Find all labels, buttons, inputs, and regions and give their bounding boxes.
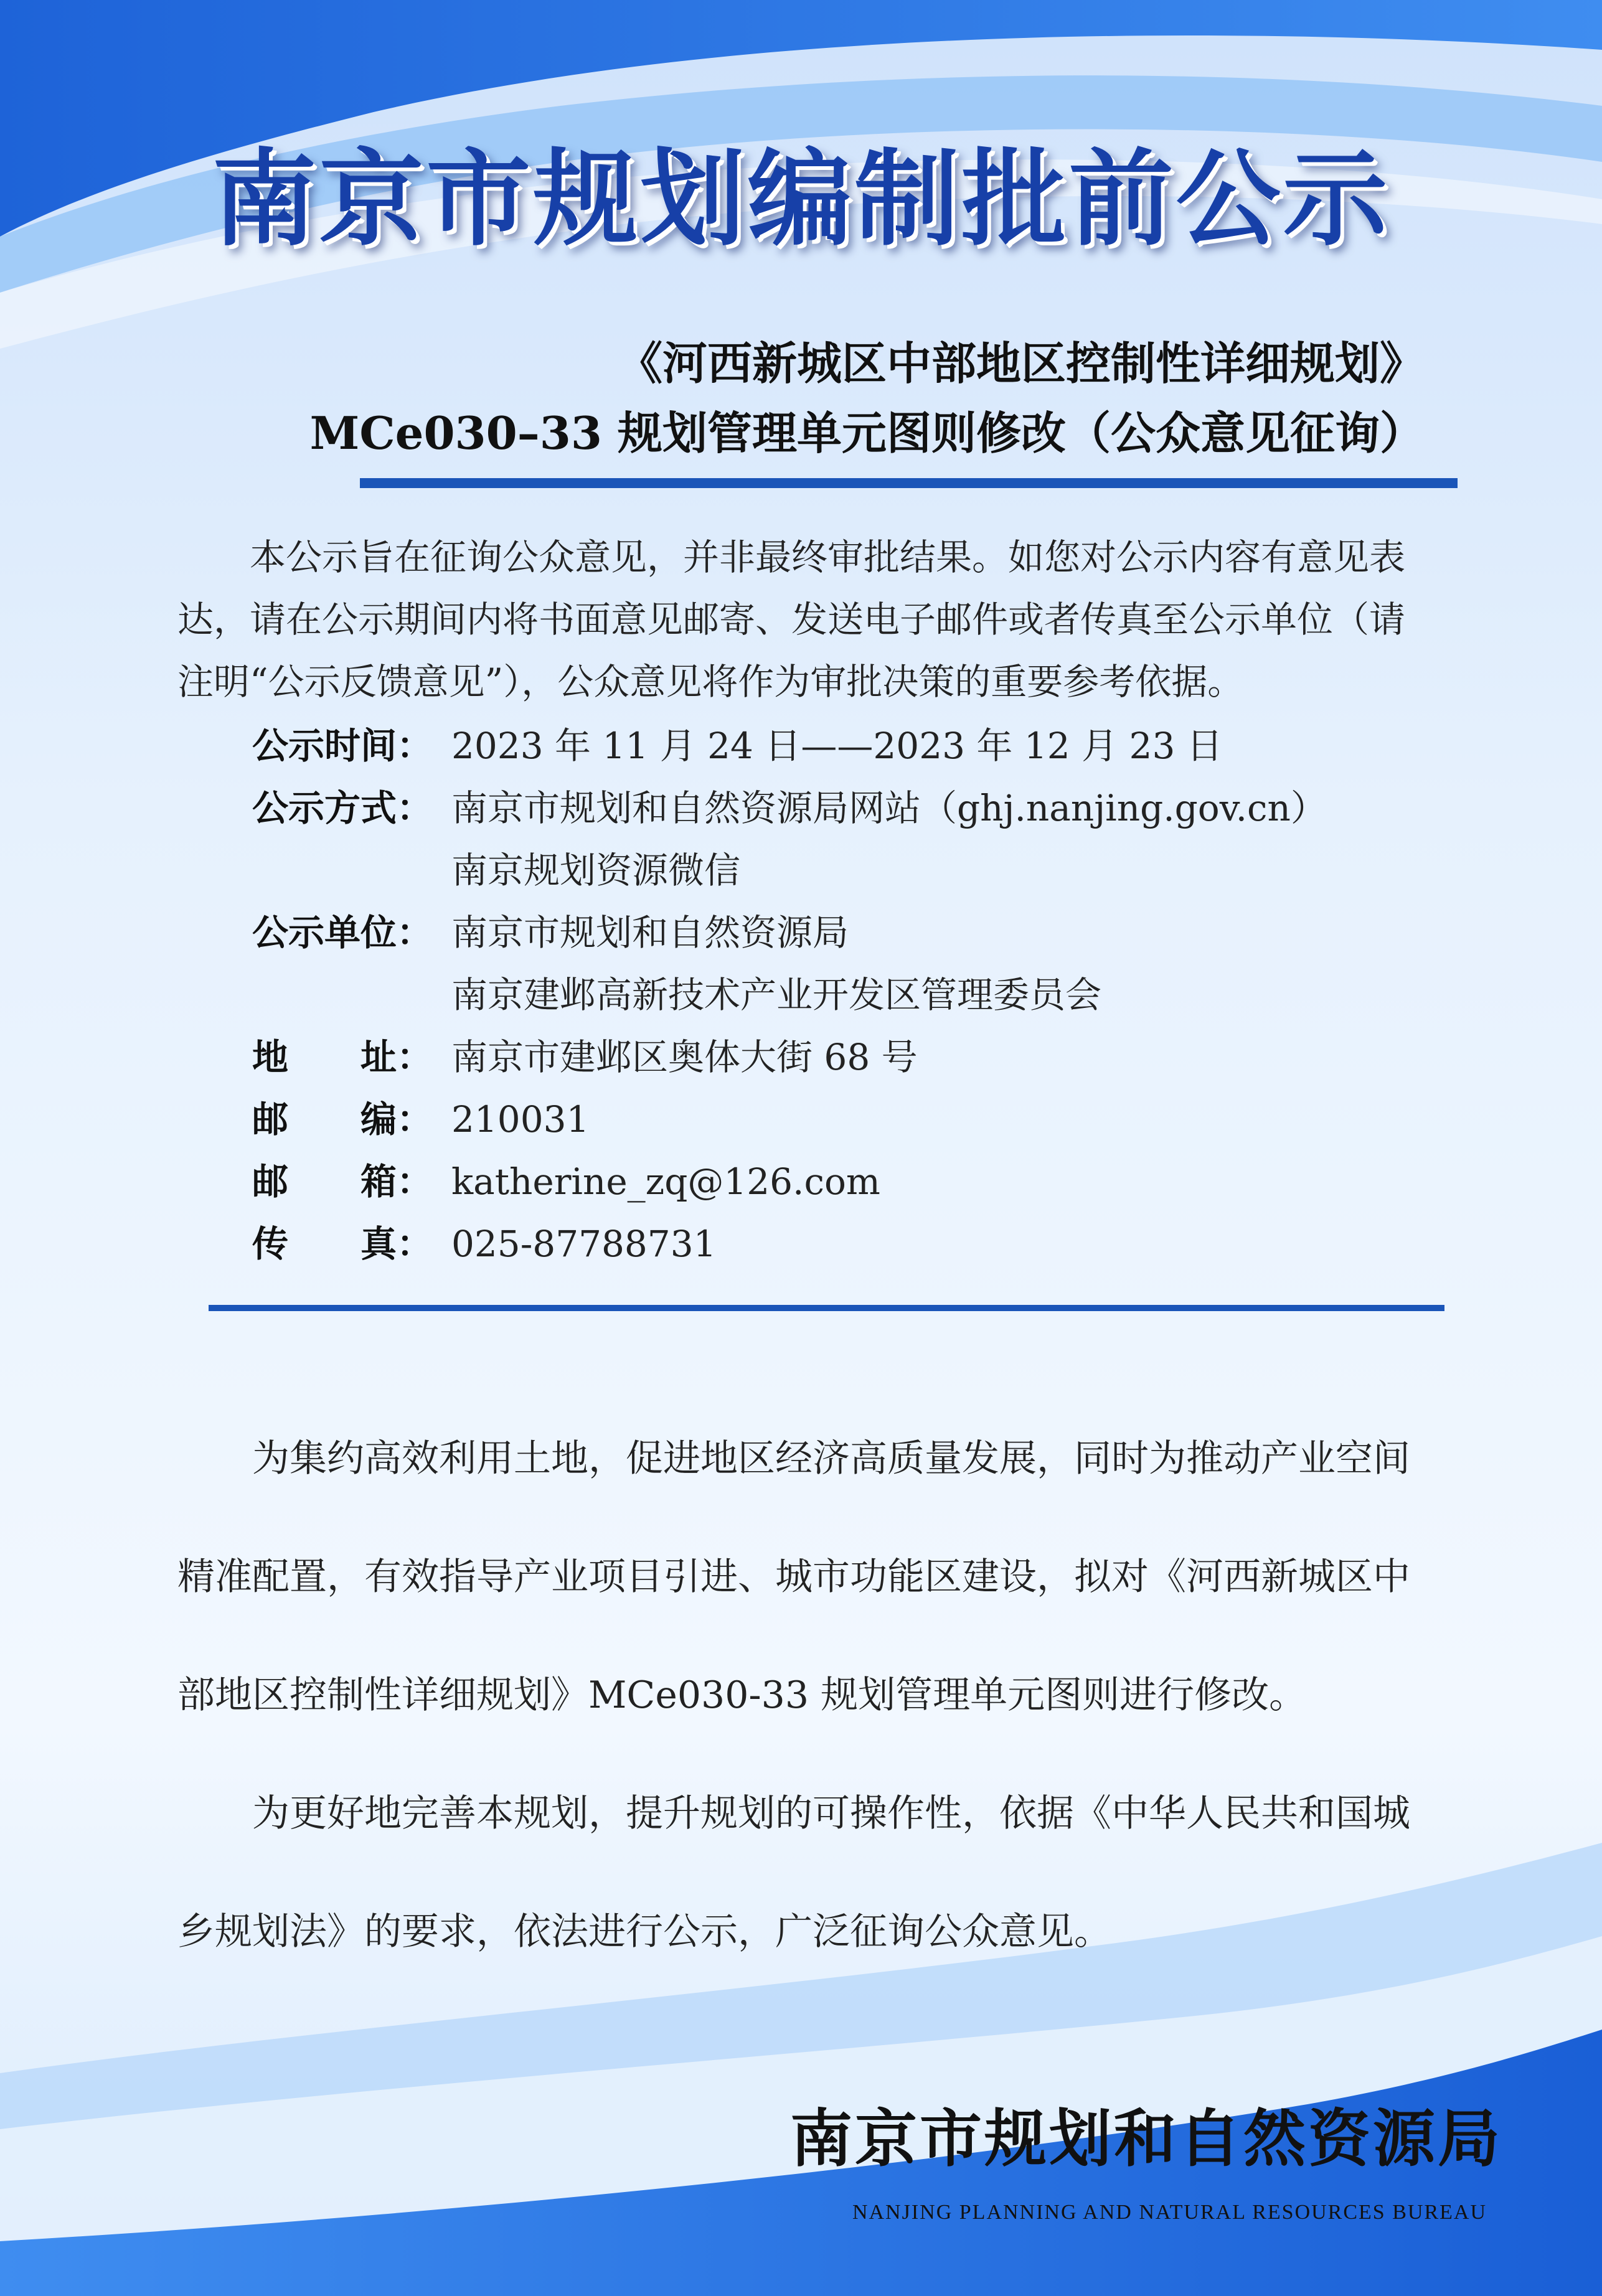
info-row-unit-cont: [252, 964, 1327, 1026]
fax-value: 025-87788731: [451, 1223, 717, 1265]
info-row-time: [252, 715, 1327, 777]
email-label-b: 箱：: [360, 1160, 433, 1203]
footer-org-english: NANJING PLANNING AND NATURAL RESOURCES BUREAU: [852, 2201, 1487, 2224]
postcode-label: [252, 1088, 451, 1150]
time-value: 2023 年 11 月 24 日——2023 年 12 月 23 日: [451, 725, 1223, 767]
address-label-b: 址：: [360, 1036, 433, 1078]
info-block: [252, 715, 1327, 1275]
intro-paragraph: 本公示旨在征询公众意见，并非最终审批结果。如您对公示内容有意见表达，请在公示期间内将书面意见邮寄、发送电子邮件或者传真至公示单位（请注明“公示反馈意见”），公众意见将作为审批决策的重要参考依据。: [177, 536, 1406, 703]
fax-label-a: 传: [252, 1223, 289, 1265]
info-row-postcode: [252, 1088, 1327, 1150]
body-paragraph-1: 为集约高效利用土地，促进地区经济高质量发展，同时为推动产业空间精准配置，有效指导产业项目引进、城市功能区建设，拟对《河西新城区中部地区控制性详细规划》MCe030-33 规划管理单元图则进行修改。: [177, 1437, 1410, 1717]
spacer: [252, 839, 451, 901]
body-paragraph-2: 为更好地完善本规划，提升规划的可操作性，依据《中华人民共和国城乡规划法》的要求，依法进行公示，广泛征询公众意见。: [177, 1792, 1410, 1954]
email-label: [252, 1150, 451, 1213]
body-text: [177, 1400, 1429, 1991]
info-row-unit: [252, 901, 1327, 964]
email-label-a: 邮: [252, 1160, 289, 1203]
unit-value-2: 南京建邺高新技术产业开发区管理委员会: [451, 974, 1102, 1016]
address-label: [252, 1026, 451, 1088]
footer-org-name: 南京市规划和自然资源局: [790, 2102, 1502, 2175]
info-row-method-cont: [252, 839, 1327, 901]
unit-value-1: 南京市规划和自然资源局: [451, 911, 849, 954]
unit-label: 公示单位：: [252, 911, 433, 954]
time-label: 公示时间：: [252, 725, 433, 767]
address-value: 南京市建邺区奥体大街 68 号: [451, 1036, 918, 1078]
document-subtitle: [310, 329, 1425, 468]
postcode-value: 210031: [451, 1098, 590, 1141]
subtitle-line-1: 《河西新城区中部地区控制性详细规划》: [617, 337, 1425, 390]
method-label: 公示方式：: [252, 787, 433, 829]
method-value-1: 南京市规划和自然资源局网站（ghj.nanjing.gov.cn）: [451, 787, 1327, 829]
middle-divider: [209, 1305, 1444, 1311]
subtitle-line-2: MCe030–33 规划管理单元图则修改（公众意见征询）: [309, 407, 1425, 459]
info-row-email: [252, 1150, 1327, 1213]
address-label-a: 地: [252, 1036, 289, 1078]
info-row-method: [252, 777, 1327, 839]
postcode-label-b: 编：: [360, 1098, 433, 1141]
email-value[interactable]: katherine_zq@126.com: [451, 1160, 880, 1203]
method-value-2: 南京规划资源微信: [451, 849, 741, 892]
page-title: 南京市规划编制批前公示: [212, 138, 1390, 260]
top-divider: [360, 478, 1458, 488]
postcode-label-a: 邮: [252, 1098, 289, 1141]
fax-label: [252, 1213, 451, 1275]
info-row-address: [252, 1026, 1327, 1088]
info-row-fax: [252, 1213, 1327, 1275]
fax-label-b: 真：: [360, 1223, 433, 1265]
spacer: [252, 964, 451, 1026]
